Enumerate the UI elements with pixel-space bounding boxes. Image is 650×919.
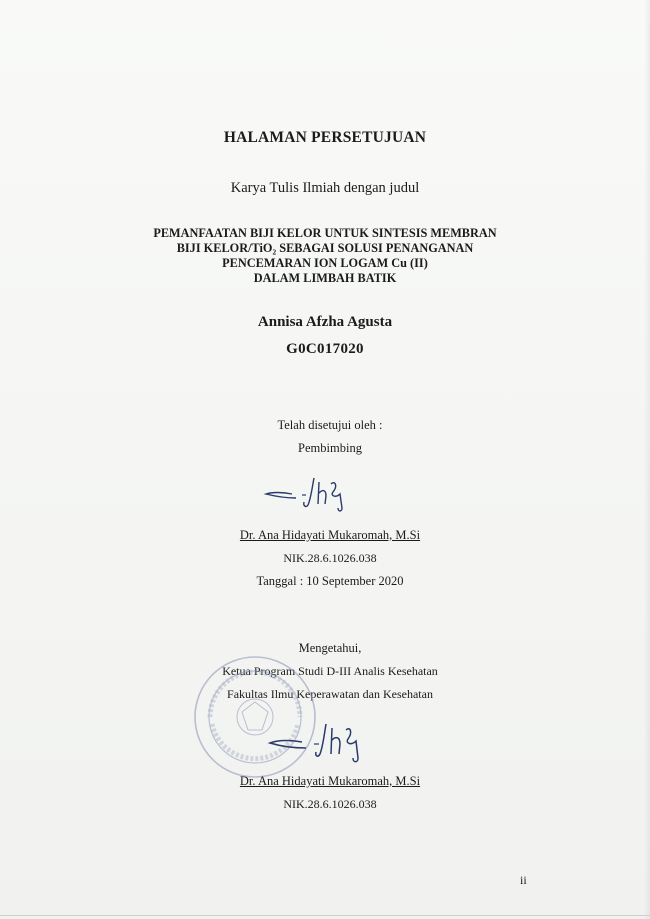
thesis-title-line: PEMANFAATAN BIJI KELOR UNTUK SINTESIS MEMBRAN bbox=[153, 226, 497, 240]
head-of-program-signature bbox=[266, 718, 376, 766]
advisor-signature bbox=[262, 474, 362, 514]
thesis-title bbox=[0, 226, 650, 286]
head-of-program-nik: NIK.28.6.1026.038 bbox=[283, 797, 377, 811]
advisor-nik: NIK.28.6.1026.038 bbox=[283, 551, 377, 565]
head-of-program-name: Dr. Ana Hidayati Mukaromah, M.Si bbox=[239, 774, 421, 788]
thesis-title-line: BIJI KELOR/TiO₂ SEBAGAI SOLUSI PENANGANAN bbox=[176, 241, 474, 255]
advisor-role: Pembimbing bbox=[298, 441, 362, 455]
student-id: G0C017020 bbox=[286, 341, 364, 357]
known-by-label: Mengetahui, bbox=[298, 641, 362, 655]
faculty-name: Fakultas Ilmu Keperawatan dan Kesehatan bbox=[227, 687, 433, 701]
head-of-program-role: Ketua Program Studi D-III Analis Kesehatan bbox=[222, 664, 438, 678]
page-subtitle: Karya Tulis Ilmiah dengan judul bbox=[230, 180, 420, 196]
approved-by-label: Telah disetujui oleh : bbox=[277, 418, 383, 432]
thesis-title-line: PENCEMARAN ION LOGAM Cu (II) bbox=[222, 256, 428, 270]
author-name: Annisa Afzha Agusta bbox=[257, 314, 393, 330]
scan-bottom-line bbox=[0, 915, 650, 916]
page-number: ii bbox=[520, 873, 527, 887]
approval-date: Tanggal : 10 September 2020 bbox=[256, 574, 404, 588]
page-title: HALAMAN PERSETUJUAN bbox=[223, 129, 427, 146]
thesis-title-line: DALAM LIMBAH BATIK bbox=[253, 271, 397, 285]
advisor-name: Dr. Ana Hidayati Mukaromah, M.Si bbox=[239, 528, 421, 542]
